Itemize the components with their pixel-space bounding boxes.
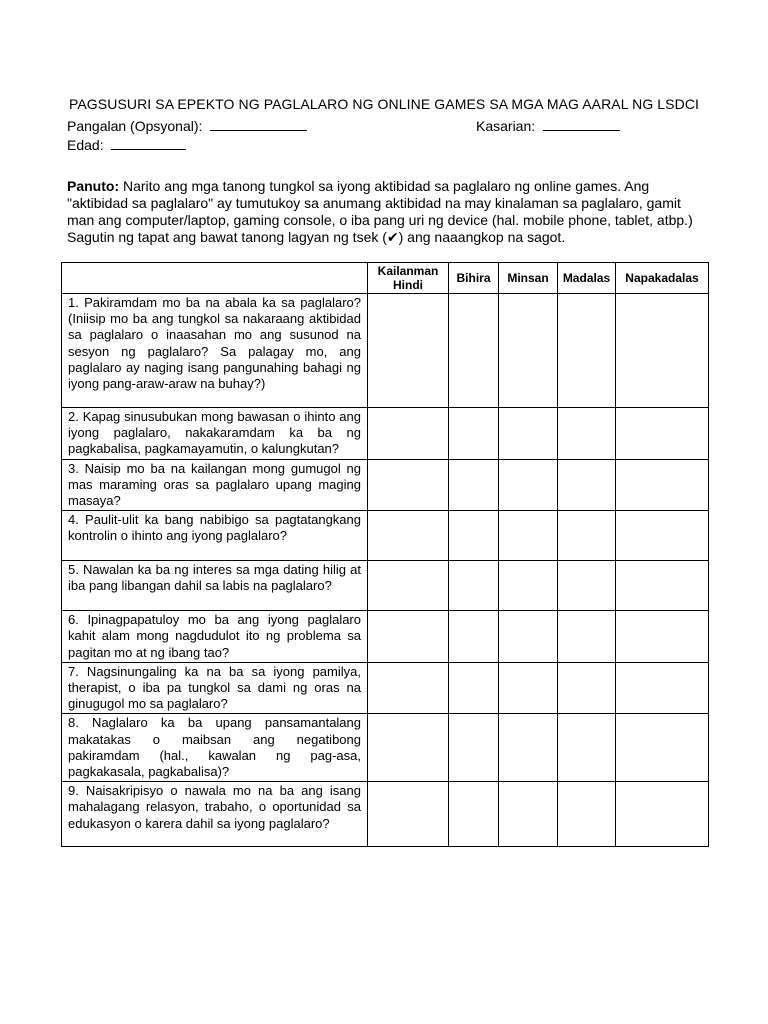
- table-row: [62, 662, 709, 714]
- answer-cell-sometimes[interactable]: [499, 611, 558, 663]
- table-row: [62, 782, 709, 847]
- answer-cell-rarely[interactable]: [449, 459, 499, 511]
- answer-cell-sometimes[interactable]: [499, 662, 558, 714]
- document-title: PAGSUSURI SA EPEKTO NG PAGLALARO NG ONLINE GAMES SA MGA MAG AARAL NG LSDCI: [68, 96, 700, 112]
- answer-cell-rarely[interactable]: [449, 511, 499, 561]
- questionnaire-table: [61, 262, 709, 847]
- answer-cell-often[interactable]: [558, 782, 616, 847]
- answer-cell-sometimes[interactable]: [499, 408, 558, 460]
- answer-cell-never[interactable]: [368, 294, 449, 408]
- answer-cell-sometimes[interactable]: [499, 714, 558, 782]
- answer-cell-never[interactable]: [368, 459, 449, 511]
- answer-cell-often[interactable]: [558, 662, 616, 714]
- answer-cell-often[interactable]: [558, 294, 616, 408]
- answer-cell-never[interactable]: [368, 611, 449, 663]
- gender-field: [476, 118, 620, 134]
- answer-cell-often[interactable]: [558, 561, 616, 611]
- question-text: 4. Paulit-ulit ka bang nabibigo sa pagtatangkang kontrolin o ihinto ang iyong paglalaro?: [62, 511, 368, 561]
- table-header-row: [62, 263, 709, 294]
- answer-cell-very-often[interactable]: [616, 408, 709, 460]
- header-never: Kailanman Hindi: [368, 263, 449, 294]
- answer-cell-rarely[interactable]: [449, 561, 499, 611]
- answer-cell-rarely[interactable]: [449, 611, 499, 663]
- answer-cell-often[interactable]: [558, 611, 616, 663]
- answer-cell-never[interactable]: [368, 561, 449, 611]
- header-rarely: Bihira: [449, 263, 499, 294]
- question-text: 7. Nagsinungaling ka na ba sa iyong pamilya, therapist, o iba pa tungkol sa dami ng oras na ginugugol mo sa paglalaro?: [62, 662, 368, 714]
- answer-cell-very-often[interactable]: [616, 561, 709, 611]
- age-blank[interactable]: [111, 137, 186, 150]
- header-very-often: Napakadalas: [616, 263, 709, 294]
- question-text: 6. Ipinagpapatuloy mo ba ang iyong paglalaro kahit alam mong nagdudulot ito ng problema sa pagitan mo at ng ibang tao?: [62, 611, 368, 663]
- question-text: 2. Kapag sinusubukan mong bawasan o ihinto ang iyong paglalaro, nakakaramdam ka ba ng pagkabalisa, pagkamayamutin, o kalungkutan?: [62, 408, 368, 460]
- answer-cell-rarely[interactable]: [449, 782, 499, 847]
- question-text: 8. Naglalaro ka ba upang pansamantalang makatakas o maibsan ang negatibong pakiramdam (hal., kawalan ng pag-asa, pagkakasala, pagkabalisa)?: [62, 714, 368, 782]
- answer-cell-often[interactable]: [558, 511, 616, 561]
- answer-cell-very-often[interactable]: [616, 714, 709, 782]
- answer-cell-often[interactable]: [558, 714, 616, 782]
- table-row: [62, 511, 709, 561]
- answer-cell-never[interactable]: [368, 714, 449, 782]
- name-label: Pangalan (Opsyonal):: [67, 118, 203, 134]
- answer-cell-rarely[interactable]: [449, 714, 499, 782]
- answer-cell-very-often[interactable]: [616, 511, 709, 561]
- answer-cell-never[interactable]: [368, 782, 449, 847]
- answer-cell-sometimes[interactable]: [499, 459, 558, 511]
- instructions-label: Panuto:: [67, 178, 120, 194]
- answer-cell-never[interactable]: [368, 662, 449, 714]
- answer-cell-sometimes[interactable]: [499, 294, 558, 408]
- answer-cell-very-often[interactable]: [616, 782, 709, 847]
- name-blank[interactable]: [210, 118, 307, 131]
- answer-cell-sometimes[interactable]: [499, 782, 558, 847]
- answer-cell-often[interactable]: [558, 459, 616, 511]
- table-row: [62, 611, 709, 663]
- question-text: 3. Naisip mo ba na kailangan mong gumugol ng mas maraming oras sa paglalaro upang maging masaya?: [62, 459, 368, 511]
- question-text: 5. Nawalan ka ba ng interes sa mga dating hilig at iba pang libangan dahil sa labis na paglalaro?: [62, 561, 368, 611]
- header-sometimes: Minsan: [499, 263, 558, 294]
- answer-cell-very-often[interactable]: [616, 662, 709, 714]
- table-row: [62, 408, 709, 460]
- gender-blank[interactable]: [543, 118, 620, 131]
- table-row: [62, 459, 709, 511]
- question-text: 9. Naisakripisyo o nawala mo na ba ang isang mahalagang relasyon, trabaho, o oportunidad sa edukasyon o karera dahil sa iyong paglalaro?: [62, 782, 368, 847]
- instructions: [67, 178, 707, 246]
- header-question: [62, 263, 368, 294]
- answer-cell-rarely[interactable]: [449, 662, 499, 714]
- answer-cell-very-often[interactable]: [616, 611, 709, 663]
- table-row: [62, 294, 709, 408]
- instructions-text: Narito ang mga tanong tungkol sa iyong aktibidad sa paglalaro ng online games. Ang "aktibidad sa paglalaro" ay tumutukoy sa anumang aktibidad na may kinalaman sa paglalaro, gamit man ang computer/laptop, gaming console, o iba pang uri ng device (hal. mobile phone, tablet, atbp.) Sagutin ng tapat ang bawat tanong lagyan ng tsek (✔) ang naaangkop na sagot.: [67, 178, 693, 245]
- gender-label: Kasarian:: [476, 118, 536, 134]
- answer-cell-rarely[interactable]: [449, 294, 499, 408]
- header-often: Madalas: [558, 263, 616, 294]
- answer-cell-sometimes[interactable]: [499, 511, 558, 561]
- answer-cell-never[interactable]: [368, 511, 449, 561]
- question-text: 1. Pakiramdam mo ba na abala ka sa paglalaro? (Iniisip mo ba ang tungkol sa nakaraang aktibidad sa paglalaro o inaasahan mo ang susunod na sesyon ng paglalaro? Sa palagay mo, ang paglalaro ay naging isang pangunahing bahagi ng iyong pang-araw-araw na buhay?): [62, 294, 368, 408]
- questionnaire-body: [62, 294, 709, 847]
- table-row: [62, 714, 709, 782]
- answer-cell-sometimes[interactable]: [499, 561, 558, 611]
- age-label: Edad:: [67, 137, 104, 153]
- answer-cell-very-often[interactable]: [616, 459, 709, 511]
- name-field: [67, 118, 307, 134]
- answer-cell-rarely[interactable]: [449, 408, 499, 460]
- answer-cell-never[interactable]: [368, 408, 449, 460]
- answer-cell-very-often[interactable]: [616, 294, 709, 408]
- age-field: [67, 137, 186, 153]
- answer-cell-often[interactable]: [558, 408, 616, 460]
- table-row: [62, 561, 709, 611]
